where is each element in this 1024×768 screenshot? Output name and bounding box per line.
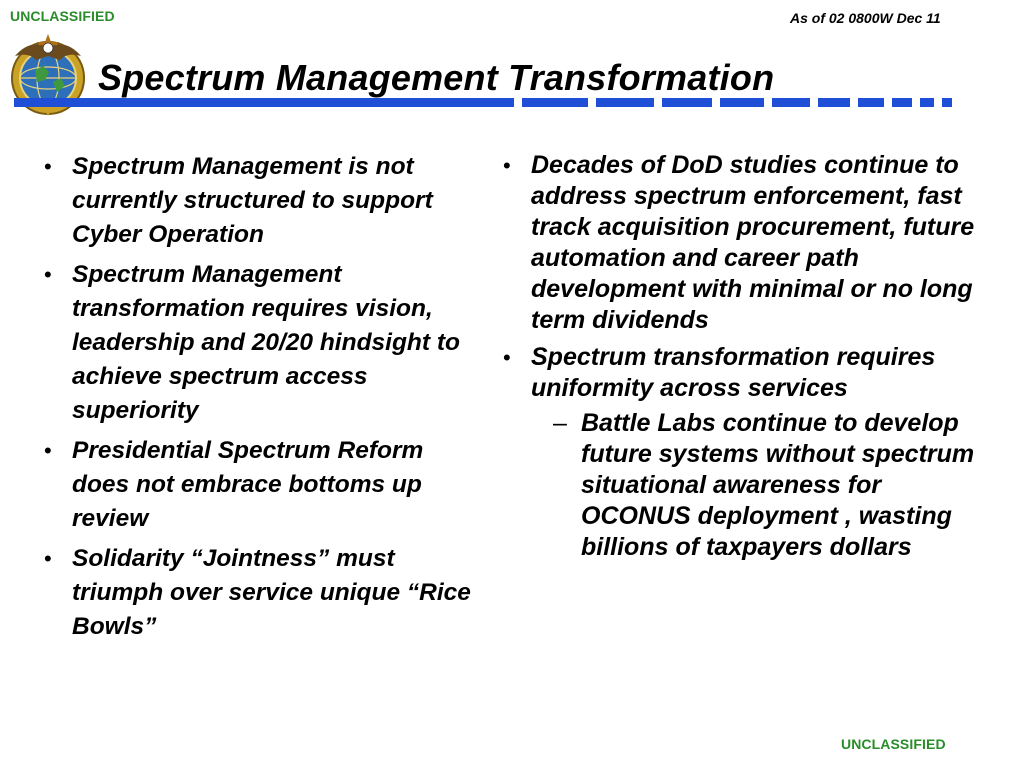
title-bar-gap xyxy=(588,98,596,107)
title-bar-gap xyxy=(934,98,942,107)
bullet-marker: • xyxy=(44,154,52,179)
bullet-item xyxy=(44,150,484,252)
title-bar-segment xyxy=(772,98,810,107)
title-bar-segment xyxy=(858,98,884,107)
title-bar-segment xyxy=(818,98,850,107)
bullet-item xyxy=(503,342,997,563)
sub-bullet-text: Battle Labs continue to develop future systems without spectrum situational awareness for OCONUS deployment , wasting billions of taxpayers dollars xyxy=(581,409,975,561)
title-bar-gap xyxy=(850,98,858,107)
title-bar-segment xyxy=(942,98,952,107)
bullet-marker: • xyxy=(44,262,52,287)
bullet-marker: • xyxy=(503,345,511,370)
as-of-date: As of 02 0800W Dec 11 xyxy=(790,10,941,26)
slide-title: Spectrum Management Transformation xyxy=(98,57,775,98)
bullet-marker: • xyxy=(503,153,511,178)
bullet-item xyxy=(44,434,484,536)
title-bar-gap xyxy=(884,98,892,107)
title-bar-segment xyxy=(14,98,514,107)
sub-bullet-marker: – xyxy=(553,409,567,437)
right-bullet-list xyxy=(503,150,997,563)
bullet-text: Spectrum transformation requires uniformity across services xyxy=(531,343,936,402)
left-bullet-list xyxy=(44,150,484,644)
bullet-item xyxy=(503,150,997,336)
bullet-text: Spectrum Management is not currently structured to support Cyber Operation xyxy=(72,153,433,248)
title-bar-gap xyxy=(810,98,818,107)
left-column xyxy=(44,150,484,650)
bullet-text: Presidential Spectrum Reform does not embrace bottoms up review xyxy=(72,437,424,532)
classification-top: UNCLASSIFIED xyxy=(10,8,115,24)
right-column xyxy=(503,150,997,569)
bullet-marker: • xyxy=(44,546,52,571)
title-bar-gap xyxy=(912,98,920,107)
sub-bullet-item xyxy=(553,408,997,563)
bullet-text: Spectrum Management transformation requires vision, leadership and 20/20 hindsight to achieve spectrum access superiority xyxy=(72,261,460,424)
title-bar-gap xyxy=(712,98,720,107)
title-bar-segment xyxy=(522,98,588,107)
title-bar-gap xyxy=(514,98,522,107)
bullet-item xyxy=(44,542,484,644)
title-bar-segment xyxy=(596,98,654,107)
title-underline-bar xyxy=(14,96,974,108)
classification-bottom: UNCLASSIFIED xyxy=(841,736,946,752)
title-bar-segment xyxy=(920,98,934,107)
title-bar-segment xyxy=(892,98,912,107)
title-bar-segment xyxy=(720,98,764,107)
title-bar-segment xyxy=(662,98,712,107)
bullet-text: Decades of DoD studies continue to address spectrum enforcement, fast track acquisition procurement, future automation and career path development with minimal or no long term dividends xyxy=(531,151,975,334)
title-bar-gap xyxy=(764,98,772,107)
title-bar-gap xyxy=(654,98,662,107)
bullet-item xyxy=(44,258,484,428)
bullet-marker: • xyxy=(44,438,52,463)
sub-bullet-list xyxy=(553,408,997,563)
bullet-text: Solidarity “Jointness” must triumph over service unique “Rice Bowls” xyxy=(72,545,471,640)
